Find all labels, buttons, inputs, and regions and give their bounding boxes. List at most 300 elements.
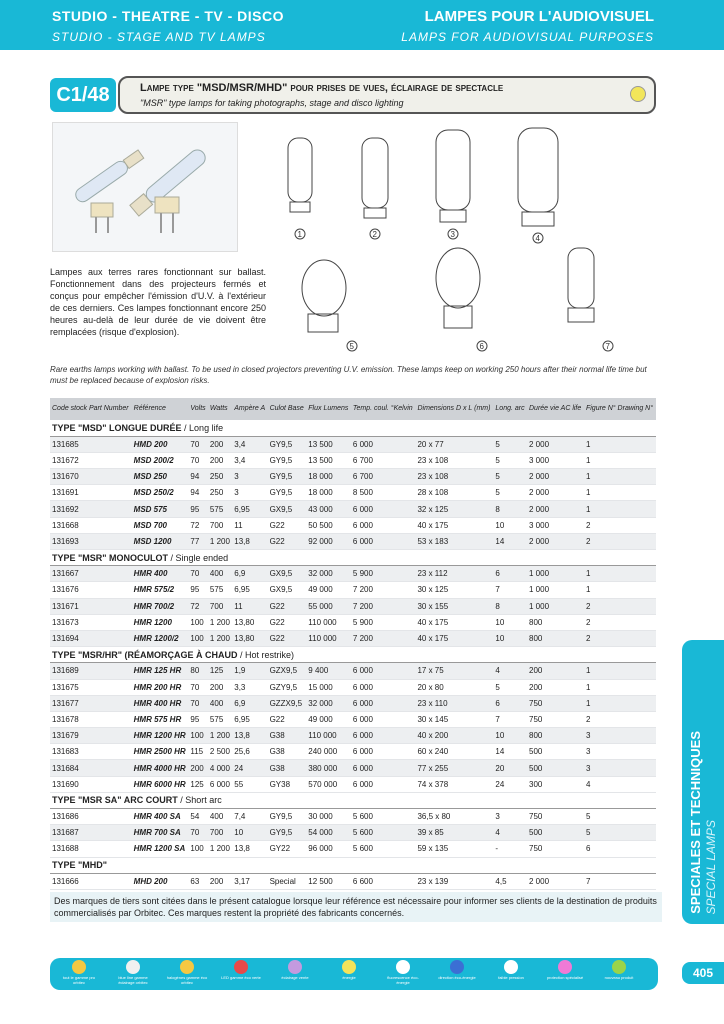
table-cell: HMR 700 SA	[132, 825, 189, 841]
header-section-en: LAMPS FOR AUDIOVISUAL PURPOSES	[401, 30, 654, 44]
table-cell: 77	[188, 533, 208, 549]
legend-item	[220, 960, 262, 980]
table-cell: 200	[527, 663, 584, 679]
legend-label: énergie	[342, 975, 356, 980]
column-header: Long. arc	[493, 398, 527, 420]
table-cell: GZZX9,5	[268, 695, 307, 711]
table-cell: HMR 1200 SA	[132, 841, 189, 857]
table-cell: 94	[188, 469, 208, 485]
table-cell: 70	[188, 695, 208, 711]
table-cell: 400	[208, 809, 232, 825]
side-category-tab	[682, 640, 724, 924]
table-cell: 575	[208, 501, 232, 517]
legend-item	[490, 960, 532, 980]
table-cell: 131687	[50, 825, 132, 841]
table-cell: 1	[584, 501, 656, 517]
section-header-row: TYPE "MHD"	[50, 857, 656, 873]
legend-label: faible pression	[498, 975, 524, 980]
table-cell: 380 000	[306, 760, 351, 776]
table-cell: 700	[208, 825, 232, 841]
table-cell: 32 000	[306, 566, 351, 582]
table-cell: 131671	[50, 598, 132, 614]
table-cell: 3	[232, 485, 267, 501]
table-cell: 6 000	[208, 776, 232, 792]
table-cell: 32 x 125	[415, 501, 493, 517]
table-cell: 3	[232, 469, 267, 485]
table-cell: 200	[208, 873, 232, 889]
table-cell: GX9,5	[268, 582, 307, 598]
table-cell: 6 000	[351, 533, 416, 549]
table-cell: 750	[527, 711, 584, 727]
table-cell: 131675	[50, 679, 132, 695]
table-cell: 6 000	[351, 728, 416, 744]
column-header: Watts	[208, 398, 232, 420]
side-category-en: SPECIAL LAMPS	[704, 819, 718, 914]
table-cell: 2	[584, 517, 656, 533]
table-cell: 7 200	[351, 582, 416, 598]
table-cell: 300	[527, 776, 584, 792]
table-cell: 32 000	[306, 695, 351, 711]
table-cell: 6 000	[351, 744, 416, 760]
table-cell: 3 000	[527, 517, 584, 533]
table-cell: 1	[584, 679, 656, 695]
table-cell: 92 000	[306, 533, 351, 549]
table-cell: 131666	[50, 873, 132, 889]
table-cell: 200	[188, 760, 208, 776]
table-cell: 20	[493, 760, 527, 776]
table-cell: GY9,5	[268, 469, 307, 485]
table-cell: 7	[584, 873, 656, 889]
legend-icon	[450, 960, 464, 974]
table-cell: 5 900	[351, 614, 416, 630]
header-bar	[0, 0, 724, 50]
table-cell: 5	[493, 436, 527, 452]
table-cell: 3	[493, 809, 527, 825]
lamp-symbol-icon	[630, 86, 646, 102]
table-row	[50, 809, 656, 825]
table-cell: 10	[493, 614, 527, 630]
table-cell: 15 000	[306, 679, 351, 695]
legend-item	[112, 960, 154, 985]
table-cell: 10	[493, 630, 527, 646]
legend-icon	[612, 960, 626, 974]
table-cell: GY9,5	[268, 809, 307, 825]
table-cell: 2	[584, 711, 656, 727]
table-cell: 2 000	[527, 485, 584, 501]
table-cell: 110 000	[306, 630, 351, 646]
table-cell: 4	[584, 776, 656, 792]
table-cell: HMR 1200	[132, 614, 189, 630]
table-cell: 1 200	[208, 841, 232, 857]
table-cell: 131684	[50, 760, 132, 776]
table-cell: 500	[527, 744, 584, 760]
table-cell: 4,5	[493, 873, 527, 889]
column-header: Volts	[188, 398, 208, 420]
table-cell: 3,3	[232, 679, 267, 695]
table-cell: 50 500	[306, 517, 351, 533]
legend-icon	[72, 960, 86, 974]
table-cell: 8	[493, 501, 527, 517]
table-cell: G22	[268, 533, 307, 549]
table-row	[50, 760, 656, 776]
legend-item	[274, 960, 316, 980]
header-section: LAMPES POUR L'AUDIOVISUEL	[424, 8, 654, 25]
table-cell: 6 600	[351, 873, 416, 889]
table-cell: 131686	[50, 809, 132, 825]
table-row	[50, 663, 656, 679]
table-cell: 5	[493, 679, 527, 695]
legend-label: LED gamme éco verte	[221, 975, 261, 980]
table-cell: HMR 4000 HR	[132, 760, 189, 776]
table-cell: 100	[188, 630, 208, 646]
table-cell: 1	[584, 485, 656, 501]
table-row	[50, 485, 656, 501]
footer-legend-bar	[50, 958, 658, 990]
table-row	[50, 533, 656, 549]
table-cell: 6	[493, 566, 527, 582]
table-cell: 11	[232, 598, 267, 614]
table-cell: 131688	[50, 841, 132, 857]
table-row	[50, 695, 656, 711]
table-cell: 6 000	[351, 436, 416, 452]
table-cell: 11	[232, 517, 267, 533]
table-cell: 30 x 155	[415, 598, 493, 614]
table-cell: 1	[584, 469, 656, 485]
page-number: 405	[682, 962, 724, 984]
table-cell: 2	[584, 598, 656, 614]
table-cell: 500	[527, 760, 584, 776]
table-cell: G22	[268, 711, 307, 727]
table-cell: 400	[208, 695, 232, 711]
table-cell: 131670	[50, 469, 132, 485]
table-cell: 49 000	[306, 582, 351, 598]
table-cell: 1	[584, 452, 656, 468]
table-cell: 800	[527, 728, 584, 744]
table-cell: 95	[188, 501, 208, 517]
table-cell: 7	[493, 582, 527, 598]
table-row	[50, 598, 656, 614]
table-cell: 131672	[50, 452, 132, 468]
table-cell: 5 900	[351, 566, 416, 582]
product-title: Lampe type "MSD/MSR/MHD" pour prises de vues, éclairage de spectacle	[140, 82, 504, 94]
table-cell: MSD 575	[132, 501, 189, 517]
table-cell: HMR 1200 HR	[132, 728, 189, 744]
legend-item	[544, 960, 586, 980]
table-cell: 575	[208, 711, 232, 727]
table-cell: 6 000	[351, 776, 416, 792]
table-cell: 575	[208, 582, 232, 598]
table-cell: 63	[188, 873, 208, 889]
legend-label: tout le gamme pro orbitec	[62, 975, 96, 985]
table-cell: HMR 2500 HR	[132, 744, 189, 760]
table-cell: 53 x 183	[415, 533, 493, 549]
table-cell: 2	[584, 533, 656, 549]
legend-label: halogènes gamme éco orbitec	[166, 975, 208, 985]
table-cell: 70	[188, 566, 208, 582]
column-header: Code stock Part Number	[50, 398, 132, 420]
table-row	[50, 873, 656, 889]
table-cell: 43 000	[306, 501, 351, 517]
table-cell: 2 000	[527, 501, 584, 517]
table-cell: 20 x 80	[415, 679, 493, 695]
table-cell: 200	[208, 436, 232, 452]
table-cell: 750	[527, 841, 584, 857]
column-header: Référence	[132, 398, 189, 420]
table-cell: 2 500	[208, 744, 232, 760]
table-cell: MSD 250	[132, 469, 189, 485]
table-cell: 131694	[50, 630, 132, 646]
table-cell: 2	[584, 614, 656, 630]
table-cell: 6 700	[351, 469, 416, 485]
table-cell: HMR 700/2	[132, 598, 189, 614]
table-cell: 400	[208, 566, 232, 582]
drawing-number: 4	[535, 234, 540, 243]
table-cell: 23 x 108	[415, 469, 493, 485]
table-cell: 1 200	[208, 533, 232, 549]
table-cell: 1,9	[232, 663, 267, 679]
table-cell: 8 500	[351, 485, 416, 501]
drawing-number: 1	[297, 230, 302, 239]
table-row	[50, 630, 656, 646]
table-cell: 6 000	[351, 517, 416, 533]
intro-text-en: Rare earths lamps working with ballast. To be used in closed projectors preventing U.V. emission. These lamps keep on working 250 hours after their normal life time but must be replaced because of explosion risks.	[50, 365, 647, 385]
table-cell: 100	[188, 728, 208, 744]
table-cell: 240 000	[306, 744, 351, 760]
table-cell: 10	[493, 728, 527, 744]
table-cell: 125	[188, 776, 208, 792]
product-subtitle: "MSR" type lamps for taking photographs, stage and disco lighting	[140, 98, 404, 108]
legend-label: blue line gamme éclairage orbitec	[118, 975, 148, 985]
table-cell: 131668	[50, 517, 132, 533]
table-cell: GY38	[268, 776, 307, 792]
table-cell: 1	[584, 695, 656, 711]
table-cell: HMR 125 HR	[132, 663, 189, 679]
table-row	[50, 582, 656, 598]
table-row	[50, 614, 656, 630]
table-cell: MSD 700	[132, 517, 189, 533]
drawing-number: 3	[450, 230, 455, 239]
table-cell: 200	[527, 679, 584, 695]
table-row	[50, 501, 656, 517]
legend-item	[436, 960, 478, 980]
table-cell: 13,8	[232, 533, 267, 549]
table-cell: 60 x 240	[415, 744, 493, 760]
table-cell: 24	[232, 760, 267, 776]
table-cell: 55	[232, 776, 267, 792]
table-cell: Special	[268, 873, 307, 889]
table-cell: G38	[268, 760, 307, 776]
section-header-row: TYPE "MSR SA" ARC COURT / Short arc	[50, 792, 656, 808]
table-cell: 110 000	[306, 614, 351, 630]
drawing-number: 2	[372, 230, 377, 239]
table-cell: 5	[584, 825, 656, 841]
table-cell: 6,95	[232, 582, 267, 598]
table-cell: 54	[188, 809, 208, 825]
table-cell: 2 000	[527, 533, 584, 549]
table-cell: GY9,5	[268, 436, 307, 452]
column-header: Flux Lumens	[306, 398, 351, 420]
table-cell: HMD 200	[132, 436, 189, 452]
table-cell: 96 000	[306, 841, 351, 857]
table-cell: 115	[188, 744, 208, 760]
table-cell: 6,9	[232, 566, 267, 582]
table-cell: GY9,5	[268, 825, 307, 841]
table-cell: 6 000	[351, 711, 416, 727]
table-cell: 25,6	[232, 744, 267, 760]
table-cell: 23 x 108	[415, 452, 493, 468]
table-cell: 131693	[50, 533, 132, 549]
column-header: Figure N° Drawing N°	[584, 398, 656, 420]
table-cell: 1	[584, 663, 656, 679]
table-cell: 20 x 77	[415, 436, 493, 452]
legend-item	[166, 960, 208, 985]
table-cell: 1 200	[208, 614, 232, 630]
legend-icon	[288, 960, 302, 974]
table-cell: HMR 575/2	[132, 582, 189, 598]
column-header: Culot Base	[268, 398, 307, 420]
table-cell: 5	[584, 809, 656, 825]
table-cell: 750	[527, 695, 584, 711]
table-cell: 49 000	[306, 711, 351, 727]
table-cell: 30 x 125	[415, 582, 493, 598]
table-cell: 3 000	[527, 452, 584, 468]
side-category: SPECIALES ET TECHNIQUES	[688, 731, 703, 914]
table-cell: 2 000	[527, 873, 584, 889]
table-cell: HMR 400 HR	[132, 695, 189, 711]
table-cell: 131690	[50, 776, 132, 792]
table-cell: GY22	[268, 841, 307, 857]
table-cell: 24	[493, 776, 527, 792]
table-cell: 14	[493, 744, 527, 760]
table-cell: 40 x 175	[415, 630, 493, 646]
table-cell: 6,95	[232, 711, 267, 727]
table-cell: 1	[584, 582, 656, 598]
legend-label: éclairage vente	[281, 975, 309, 980]
table-cell: 23 x 139	[415, 873, 493, 889]
table-cell: 131692	[50, 501, 132, 517]
table-cell: 95	[188, 582, 208, 598]
table-cell: 4 000	[208, 760, 232, 776]
table-cell: 94	[188, 485, 208, 501]
table-cell: 131679	[50, 728, 132, 744]
table-cell: 3	[584, 760, 656, 776]
table-cell: 18 000	[306, 469, 351, 485]
table-cell: 3,17	[232, 873, 267, 889]
column-header: Durée vie AC life	[527, 398, 584, 420]
table-cell: 13,80	[232, 614, 267, 630]
table-cell: 750	[527, 809, 584, 825]
table-cell: 100	[188, 841, 208, 857]
table-cell: 131685	[50, 436, 132, 452]
table-cell: 131667	[50, 566, 132, 582]
table-cell: 1 200	[208, 630, 232, 646]
table-cell: 28 x 108	[415, 485, 493, 501]
column-header: Temp. coul. °Kelvin	[351, 398, 416, 420]
header-category-en: STUDIO - STAGE AND TV LAMPS	[52, 30, 266, 44]
table-row	[50, 436, 656, 452]
table-cell: 13 500	[306, 436, 351, 452]
table-cell: MSD 1200	[132, 533, 189, 549]
table-cell: 23 x 110	[415, 695, 493, 711]
table-cell: GY9,5	[268, 452, 307, 468]
column-header: Dimensions D x L (mm)	[415, 398, 493, 420]
table-cell: 5	[493, 452, 527, 468]
table-cell: 1 000	[527, 582, 584, 598]
table-row	[50, 841, 656, 857]
table-cell: 6 000	[351, 679, 416, 695]
table-cell: 74 x 378	[415, 776, 493, 792]
table-cell: 8	[493, 598, 527, 614]
table-cell: 6 000	[351, 501, 416, 517]
table-cell: 1	[584, 566, 656, 582]
table-cell: G22	[268, 517, 307, 533]
table-cell: 55 000	[306, 598, 351, 614]
table-cell: HMR 575 HR	[132, 711, 189, 727]
table-cell: 4	[493, 825, 527, 841]
table-cell: 54 000	[306, 825, 351, 841]
table-cell: 40 x 200	[415, 728, 493, 744]
table-cell: 6	[493, 695, 527, 711]
table-cell: 200	[208, 452, 232, 468]
table-cell: G38	[268, 744, 307, 760]
table-cell: 1 200	[208, 728, 232, 744]
table-cell: 6 000	[351, 695, 416, 711]
legend-item	[598, 960, 640, 980]
table-cell: 250	[208, 485, 232, 501]
table-cell: 5 600	[351, 809, 416, 825]
table-cell: 3	[584, 728, 656, 744]
table-cell: 6 000	[351, 663, 416, 679]
table-row	[50, 825, 656, 841]
table-cell: 6 000	[351, 760, 416, 776]
table-cell: 70	[188, 452, 208, 468]
table-cell: 13,8	[232, 728, 267, 744]
legend-item	[328, 960, 370, 980]
table-cell: 131678	[50, 711, 132, 727]
table-cell: GX9,5	[268, 566, 307, 582]
table-row	[50, 679, 656, 695]
table-cell: 700	[208, 598, 232, 614]
table-cell: 72	[188, 598, 208, 614]
legend-label: direction éco-énergie	[438, 975, 476, 980]
table-cell: 6,95	[232, 501, 267, 517]
table-cell: GY9,5	[268, 485, 307, 501]
legend-icon	[504, 960, 518, 974]
table-row	[50, 517, 656, 533]
column-header: Ampère A	[232, 398, 267, 420]
table-cell: 800	[527, 614, 584, 630]
table-row	[50, 776, 656, 792]
table-cell: 131691	[50, 485, 132, 501]
table-cell: 1	[584, 436, 656, 452]
section-header-row: TYPE "MSD" LONGUE DURÉE / Long life	[50, 420, 656, 436]
drawing-number: 5	[349, 342, 354, 351]
table-cell: 13,80	[232, 630, 267, 646]
lamp-drawings	[268, 118, 660, 362]
table-cell: 72	[188, 517, 208, 533]
table-row	[50, 452, 656, 468]
table-cell: 7 200	[351, 598, 416, 614]
table-cell: 70	[188, 679, 208, 695]
table-cell: 6 700	[351, 452, 416, 468]
table-cell: 131689	[50, 663, 132, 679]
table-cell: 5 600	[351, 825, 416, 841]
table-cell: 131673	[50, 614, 132, 630]
table-cell: 23 x 112	[415, 566, 493, 582]
table-cell: 17 x 75	[415, 663, 493, 679]
table-cell: 77 x 255	[415, 760, 493, 776]
legend-icon	[396, 960, 410, 974]
